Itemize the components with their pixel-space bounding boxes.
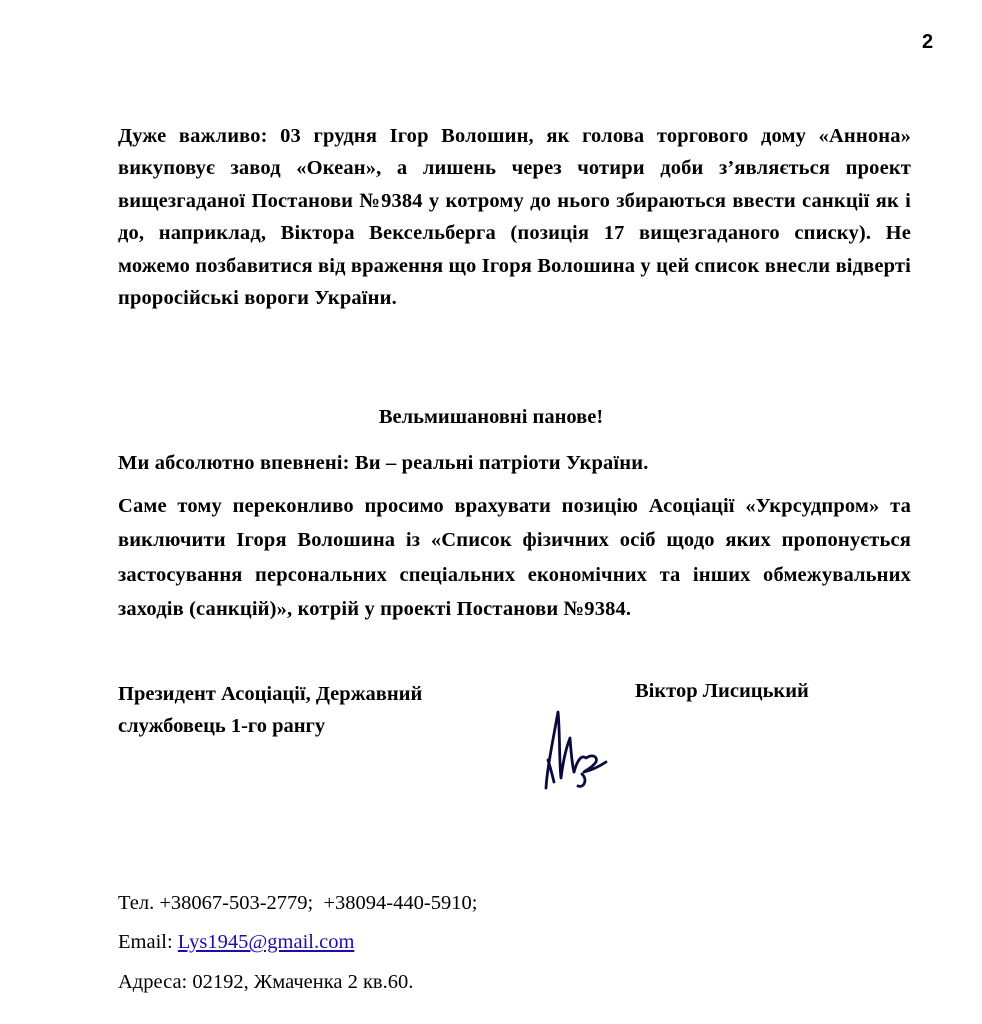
paragraph-important: Дуже важливо: 03 грудня Ігор Волошин, як голова торгового дому «Аннона» викуповує завод «Океан», а лишень через чотири доби з’являється проект вищезгаданої Постанови №9384 у котрому до нього збираються ввести санкції як і до, наприклад, Віктора Вексельберга (позиція 17 вищезгаданого списку). Не можемо позбавитися від враження що Ігоря Волошина у цей список внесли відверті проросійські вороги України. bbox=[118, 125, 911, 310]
email-link[interactable]: Lys1945@gmail.com bbox=[177, 931, 355, 953]
email-label: Email: bbox=[118, 931, 178, 953]
contact-phone: Тел. +38067-503-2779; +38094-440-5910; bbox=[118, 892, 478, 914]
handwritten-signature bbox=[536, 700, 626, 800]
signatory-name: Віктор Лисицький bbox=[635, 680, 809, 702]
page-number: 2 bbox=[922, 31, 934, 53]
contact-address: Адреса: 02192, Жмаченка 2 кв.60. bbox=[118, 971, 414, 993]
paragraph-request: Саме тому переконливо просимо врахувати позицію Асоціації «Укрсудпром» та виключити Ігоря Волошина із «Список фізичних осіб щодо яких пропонується застосування персональних спеціальних економічних та інших обмежувальних заходів (санкцій)», котрій у проекті Постанови №9384. bbox=[118, 495, 911, 621]
signatory-role-line-2: службовець 1-го рангу bbox=[118, 715, 326, 737]
signatory-role-line-1: Президент Асоціації, Державний bbox=[118, 683, 423, 705]
contact-email bbox=[118, 929, 354, 955]
signatory-role bbox=[118, 678, 538, 742]
salutation: Вельмишановні панове! bbox=[378, 406, 604, 428]
confidence-statement: Ми абсолютно впевнені: Ви – реальні патріоти України. bbox=[118, 452, 649, 474]
